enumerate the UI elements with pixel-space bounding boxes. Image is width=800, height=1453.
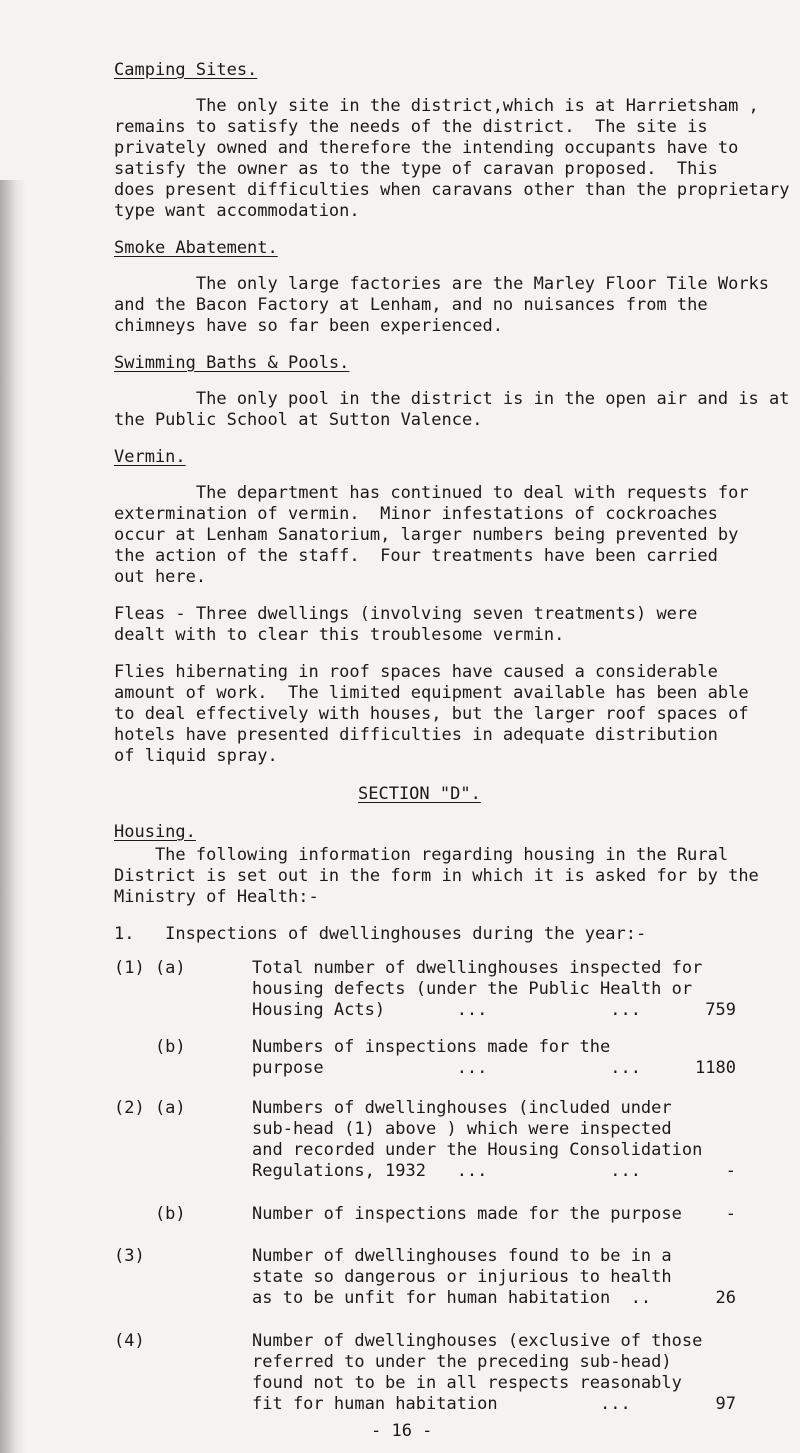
vermin-heading: Vermin.: [114, 447, 186, 467]
swimming-line-2: the Public School at Sutton Valence.: [114, 410, 483, 430]
item-value: -: [725, 1204, 736, 1224]
item-text-line: found not to be in all respects reasonably: [252, 1373, 682, 1393]
item-label: (4): [114, 1331, 145, 1351]
item-value: -: [725, 1161, 736, 1181]
swimming-heading: Swimming Baths & Pools.: [114, 353, 350, 373]
camping-line-1: The only site in the district,which is at Harrietsham ,: [114, 96, 759, 116]
item-value: 759: [705, 1000, 736, 1020]
item-text-line: Total number of dwellinghouses inspected for: [252, 958, 703, 978]
page-edge-shadow: [0, 180, 26, 1453]
item-text-line: as to be unfit for human habitation ..: [252, 1288, 652, 1308]
item-text-line: sub-head (1) above ) which were inspected: [252, 1119, 672, 1139]
camping-line-2: remains to satisfy the needs of the district. The site is: [114, 117, 708, 137]
vermin-line-4: the action of the staff. Four treatments have been carried: [114, 546, 718, 566]
flies-line-4: hotels have presented difficulties in adequate distribution: [114, 725, 718, 745]
item-label: (3): [114, 1246, 145, 1266]
item-value: 26: [715, 1288, 736, 1308]
housing-line-3: Ministry of Health:-: [114, 887, 319, 907]
flies-line-1: Flies hibernating in roof spaces have caused a considerable: [114, 662, 718, 682]
smoke-heading: Smoke Abatement.: [114, 238, 278, 258]
item-text-line: state so dangerous or injurious to health: [252, 1267, 672, 1287]
camping-line-6: type want accommodation.: [114, 201, 360, 221]
fleas-line-2: dealt with to clear this troublesome vermin.: [114, 625, 565, 645]
housing-line-2: District is set out in the form in which it is asked for by the: [114, 866, 759, 886]
item-text-line: Numbers of inspections made for the: [252, 1037, 611, 1057]
housing-heading: Housing.: [114, 822, 196, 842]
vermin-line-3: occur at Lenham Sanatorium, larger numbers being prevented by: [114, 525, 739, 545]
item-text-line: housing defects (under the Public Health or: [252, 979, 693, 999]
swimming-line-1: The only pool in the district is in the open air and is at: [114, 389, 790, 409]
item-text-line: Number of dwellinghouses found to be in a: [252, 1246, 672, 1266]
item-text-line: fit for human habitation ...: [252, 1394, 631, 1414]
item-value: 97: [715, 1394, 736, 1414]
page-number: - 16 -: [371, 1421, 433, 1441]
item-text-line: Number of dwellinghouses (exclusive of those: [252, 1331, 703, 1351]
vermin-line-5: out here.: [114, 567, 207, 587]
camping-line-4: satisfy the owner as to the type of caravan proposed. This: [114, 159, 718, 179]
section-title: SECTION "D".: [358, 784, 481, 804]
camping-heading: Camping Sites.: [114, 60, 258, 80]
item-text-line: Housing Acts) ... ...: [252, 1000, 641, 1020]
item-text-line: referred to under the preceding sub-head): [252, 1352, 672, 1372]
item-label: (1) (a): [114, 958, 186, 978]
vermin-line-2: extermination of vermin. Minor infestations of cockroaches: [114, 504, 718, 524]
camping-line-5: does present difficulties when caravans other than the proprietary: [114, 180, 790, 200]
item-text-line: Numbers of dwellinghouses (included under: [252, 1098, 672, 1118]
item-text-line: purpose ... ...: [252, 1058, 641, 1078]
flies-line-3: to deal effectively with houses, but the larger roof spaces of: [114, 704, 749, 724]
flies-line-5: of liquid spray.: [114, 746, 278, 766]
item-label: (b): [114, 1204, 186, 1224]
item-text-line: and recorded under the Housing Consolidation: [252, 1140, 703, 1160]
item-label: (2) (a): [114, 1098, 186, 1118]
fleas-line-1: Fleas - Three dwellings (involving seven treatments) were: [114, 604, 698, 624]
housing-line-1: The following information regarding housing in the Rural: [114, 845, 729, 865]
item-value: 1180: [695, 1058, 736, 1078]
smoke-line-3: chimneys have so far been experienced.: [114, 316, 503, 336]
smoke-line-2: and the Bacon Factory at Lenham, and no nuisances from the: [114, 295, 708, 315]
item-text-line: Regulations, 1932 ... ...: [252, 1161, 641, 1181]
smoke-line-1: The only large factories are the Marley Floor Tile Works: [114, 274, 770, 294]
vermin-line-1: The department has continued to deal with requests for: [114, 483, 749, 503]
flies-line-2: amount of work. The limited equipment available has been able: [114, 683, 749, 703]
item-label: (b): [114, 1037, 186, 1057]
item-text-line: Number of inspections made for the purpose: [252, 1204, 682, 1224]
housing-intro-item: 1. Inspections of dwellinghouses during the year:-: [114, 924, 647, 944]
camping-line-3: privately owned and therefore the intending occupants have to: [114, 138, 739, 158]
